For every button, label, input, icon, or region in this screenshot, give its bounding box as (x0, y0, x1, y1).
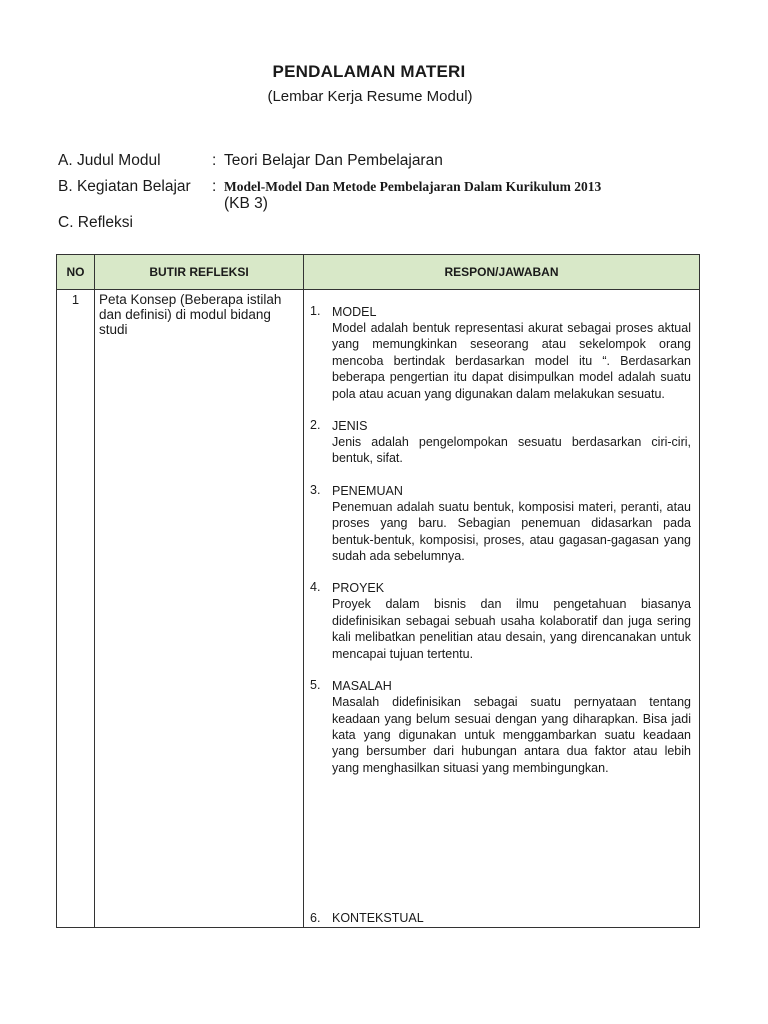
item-description: Proyek dalam bisnis dan ilmu pengetahuan biasanya didefinisikan sebagai sebuah usaha kolaboratif dan juga sering kali melibatkan penelitian atau desain, yang direncanakan untuk mencapai tujuan tertentu. (332, 597, 691, 661)
list-item (310, 580, 691, 662)
meta-value: Model-Model Dan Metode Pembelajaran Dalam Kurikulum 2013 (224, 179, 602, 194)
list-item (310, 418, 691, 467)
table-row (57, 290, 700, 928)
meta-refleksi (58, 214, 133, 232)
cell-no: 1 (57, 290, 95, 928)
header-butir-refleksi: BUTIR REFLEKSI (95, 255, 304, 290)
meta-label: B. Kegiatan Belajar (58, 178, 191, 195)
list-item (310, 483, 691, 565)
page-subtitle: (Lembar Kerja Resume Modul) (267, 88, 473, 105)
meta-value-continued: (KB 3) (224, 195, 268, 212)
cell-butir: Peta Konsep (Beberapa istilah dan definisi) di modul bidang studi (95, 290, 304, 928)
meta-value: Teori Belajar Dan Pembelajaran (224, 152, 443, 169)
meta-label: A. Judul Modul (58, 152, 161, 169)
item-number: 3. (310, 482, 321, 497)
list-item (310, 678, 691, 776)
item-heading: MASALAH (332, 679, 392, 694)
reflection-table (56, 254, 700, 928)
item-number: 2. (310, 418, 321, 433)
item-number: 1. (310, 304, 321, 318)
item-heading: JENIS (332, 419, 368, 434)
item-description: Masalah didefinisikan sebagai suatu pernyataan tentang keadaan yang belum sesuai dengan yang diharapkan. Bisa jadi kata yang digunakan untuk menggambarkan suatu keadaan yang bersumber dari hubungan antara dua faktor atau lebih yang menghasilkan situasi yang membingungkan. (332, 695, 691, 775)
item-description: Model adalah bentuk representasi akurat sebagai proses aktual yang memungkinkan seseorang atau sekelompok orang mencoba bertindak berdasarkan model itu “. Berdasarkan beberapa pengertian itu dapat disimpulkan model adalah suatu pola atau acuan yang digunakan dalam melakukan sesuatu. (332, 321, 691, 401)
item-number: 6. (310, 911, 321, 925)
list-item (310, 911, 424, 925)
item-number: 4. (310, 580, 321, 595)
item-description: Jenis adalah pengelompokan sesuatu berdasarkan ciri-ciri, bentuk, sifat. (332, 435, 691, 466)
item-description: Penemuan adalah suatu bentuk, komposisi materi, peranti, atau proses yang baru. Sebagian penemuan didasarkan pada bentuk-bentuk, komposisi, proses, atau gagasan-gagasan yang sudah ada sebelumnya. (332, 499, 691, 564)
meta-colon: : (212, 152, 217, 169)
list-item (310, 304, 691, 402)
meta-judul-modul (58, 152, 443, 170)
meta-colon: : (212, 178, 217, 195)
header-no: NO (57, 255, 95, 290)
item-number: 5. (310, 678, 321, 693)
item-heading: MODEL (332, 305, 377, 319)
page-title: PENDALAMAN MATERI (272, 62, 466, 81)
cell-respon (304, 290, 700, 928)
meta-label: C. Refleksi (58, 214, 133, 231)
item-heading: PROYEK (332, 581, 385, 596)
meta-kegiatan-belajar (58, 178, 601, 213)
header-respon-jawaban: RESPON/JAWABAN (304, 255, 700, 290)
item-heading: PENEMUAN (332, 483, 403, 498)
table-header-row (57, 255, 700, 290)
item-heading: KONTEKSTUAL (332, 911, 424, 925)
